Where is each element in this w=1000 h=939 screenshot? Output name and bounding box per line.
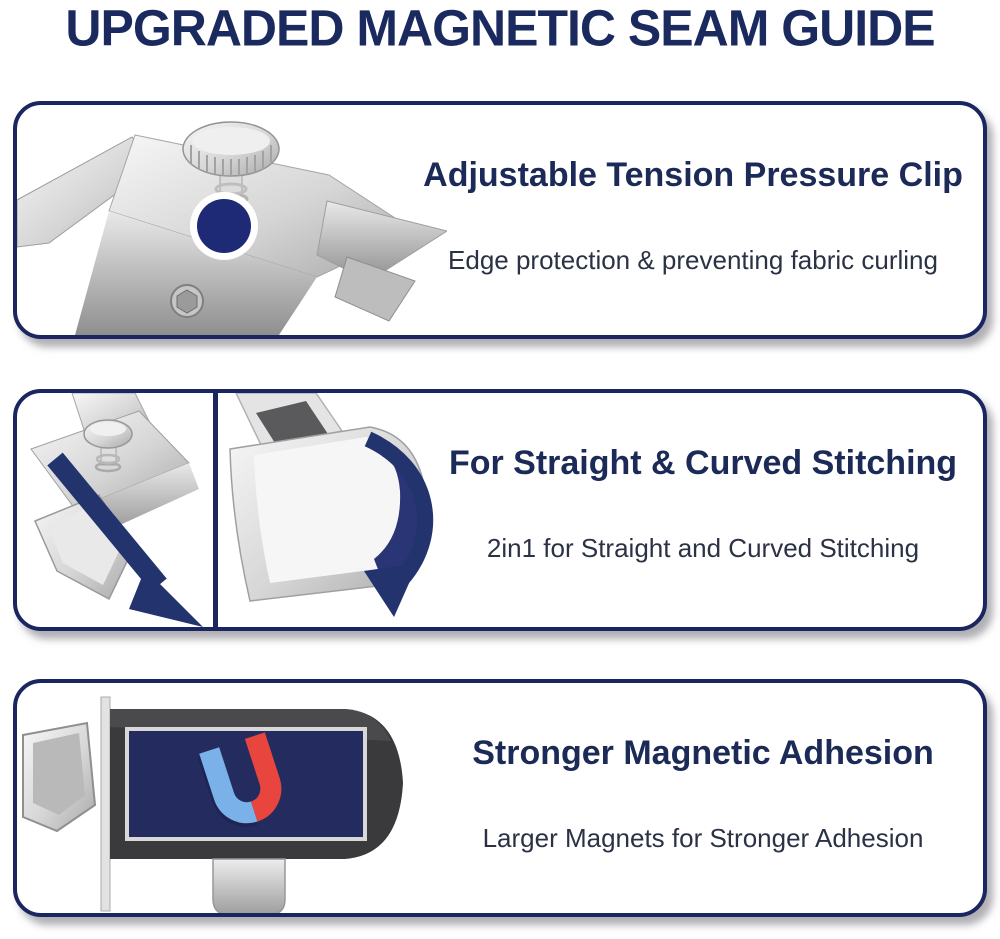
magnet-base-illustration [23, 697, 403, 913]
panel-heading: Adjustable Tension Pressure Clip [423, 156, 963, 194]
panel-subtext: 2in1 for Straight and Curved Stitching [486, 533, 920, 564]
panel-text-block [429, 683, 977, 913]
feature-panel-tension-clip [13, 101, 987, 339]
product-photo-tension-clip [17, 105, 447, 335]
panel-subtext: Edge protection & preventing fabric curling [448, 245, 938, 276]
seam-guide-clip-illustration [17, 122, 447, 335]
product-photo-curved-stitching [218, 393, 453, 627]
page-title: UPGRADED MAGNETIC SEAM GUIDE [65, 0, 935, 57]
seam-guide-curved-illustration [230, 393, 428, 617]
highlight-dot-icon [190, 192, 258, 260]
metal-tab [213, 859, 285, 913]
hex-bolt [171, 285, 203, 317]
product-photo-magnet-base [17, 683, 457, 913]
panel-heading: Stronger Magnetic Adhesion [472, 734, 934, 772]
panel-heading: For Straight & Curved Stitching [448, 444, 958, 482]
product-photo-straight-stitching [17, 393, 213, 627]
feature-panel-magnetic-adhesion [13, 679, 987, 917]
panel-text-block [409, 105, 977, 335]
feature-panel-stitching [13, 389, 987, 631]
panel-subtext: Larger Magnets for Stronger Adhesion [482, 823, 924, 854]
panel-text-block [429, 393, 977, 627]
seam-guide-straight-illustration [31, 393, 203, 627]
